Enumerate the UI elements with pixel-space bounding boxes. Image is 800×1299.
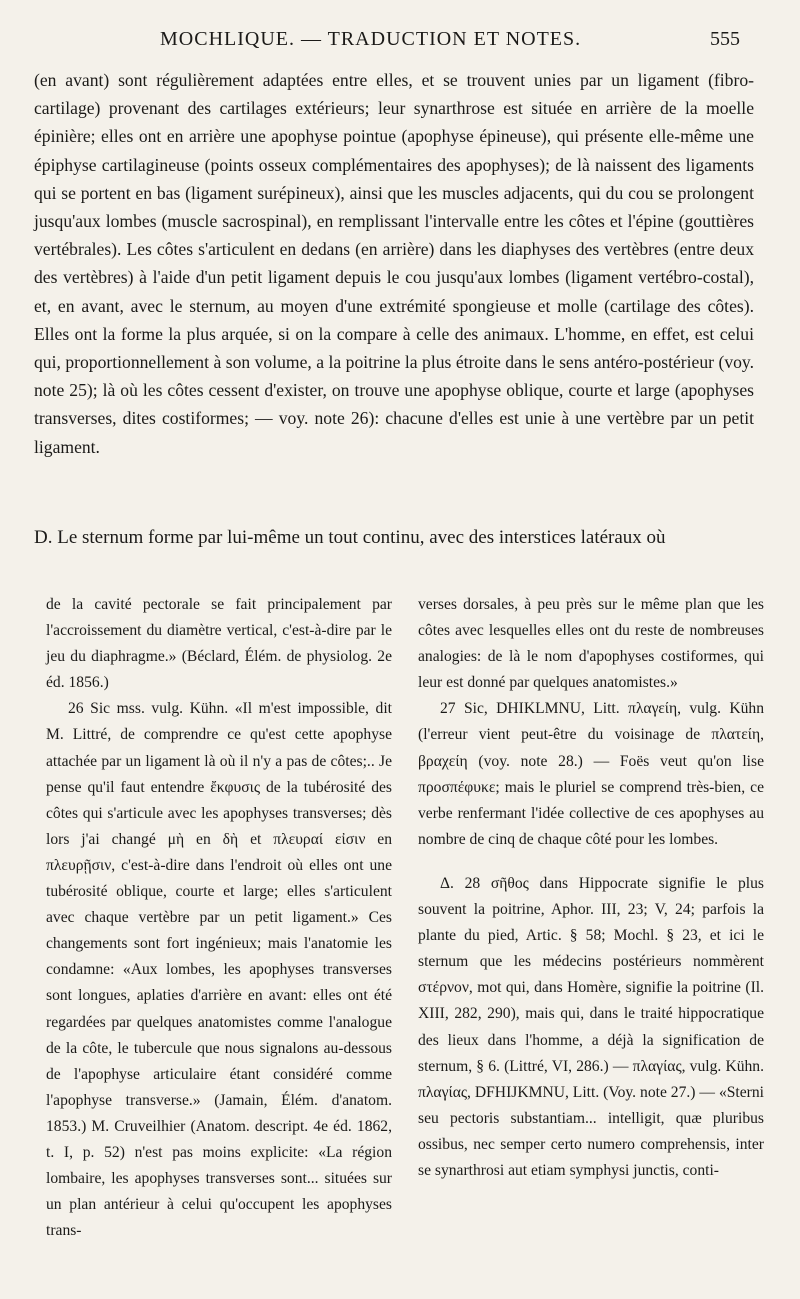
section-d	[34, 524, 754, 552]
right-notes-column	[418, 592, 764, 1184]
left-note-continuation: de la cavité pectorale se fait principalement par l'accroissement du diamètre vertical, c'est-à-dire par le jeu du diaphragme.» (Béclard, Élém. de physiolog. 2e éd. 1856.)	[46, 596, 392, 692]
note-28: Δ. 28 σῆθος dans Hippocrate signifie le plus souvent la poitrine, Aphor. III, 23; V, 24; parfois la plante du pied, Artic. § 58; Mochl. § 23, et ici le sternum que les médecins postérieurs nommèrent στέρνον, mot qui, dans Homère, signifie la poitrine (Il. XIII, 282, 290), mais qui, dans le traité hippocratique des lieux dans l'homme, a déjà la signification de sternum, § 6. (Littré, VI, 286.) — πλαγίας, vulg. Kühn. πλαγίας, DFHIJKMNU, Litt. (Voy. note 27.) — «Sterni seu pectoris substantiam... intelligit, quæ pluribus ossibus, nec semper certo numero comprehensis, inter se synarthrosi aut etiam symphysi junctis, conti-	[418, 874, 764, 1179]
right-note-continuation: verses dorsales, à peu près sur le même plan que les côtes avec lesquelles elles ont du reste de nombreuses analogies: de là le nom d'apophyses costiformes, qui leur est donné par quelques anatomistes.»	[418, 596, 764, 692]
section-d-text: D. Le sternum forme par lui-même un tout continu, avec des interstices latéraux où	[34, 527, 666, 548]
running-title: MOCHLIQUE. — TRADUCTION ET NOTES.	[160, 28, 582, 50]
left-notes-column	[46, 592, 392, 1244]
running-header	[40, 28, 740, 58]
main-paragraph: (en avant) sont régulièrement adaptées entre elles, et se trouvent unies par un ligament (fibro-cartilage) provenant des cartilages extérieurs; leur synarthrose est située en arrière de la moelle épinière; elles ont en arrière une apophyse pointue (apophyse épineuse), qui présente elle-même une épiphyse cartilagineuse (points osseux complémentaires des apophyses); de là naissent des ligaments qui se portent en bas (ligament surépineux), ainsi que les muscles adjacents, qui du cou se prolongent jusqu'aux lombes (muscle sacrospinal), en remplissant l'intervalle entre les côtes et l'épine (gouttières vertébrales). Les côtes s'articulent en dedans (en arrière) dans les diaphyses des vertèbres (entre deux des vertèbres) à l'aide d'un petit ligament depuis le cou jusqu'aux lombes (ligament vertébro-costal), et, en avant, avec le sternum, au moyen d'une extrémité spongieuse et molle (cartilage des côtes). Elles ont la forme la plus arquée, si on la compare à celle des animaux. L'homme, en effet, est celui qui, proportionnellement à son volume, a la poitrine la plus étroite dans le sens antéro-postérieur (voy. note 25); là où les côtes cessent d'exister, on trouve une apophyse oblique, courte et large (apophyses transverses, dites costiformes; — voy. note 26): chacune d'elles est unie à une vertèbre par un petit ligament.	[34, 70, 754, 457]
page-number: 555	[710, 28, 740, 50]
note-27: 27 Sic, DHIKLMNU, Litt. πλαγείη, vulg. Kühn (l'erreur vient peut-être du voisinage de πλατείη, βραχείη (voy. note 28.) — Foës veut qu'on lise προσπέφυκε; mais le pluriel se comprend très-bien, ce verbe renfermant l'idée collective de ces apophyses au nombre de cinq de chaque côté pour les lombes.	[418, 700, 764, 848]
main-text-block	[34, 66, 754, 461]
note-26: 26 Sic mss. vulg. Kühn. «Il m'est impossible, dit M. Littré, de comprendre ce qu'est cette apophyse attachée par un ligament là où il n'y a pas de côtes;.. Je pense qu'il faut entendre ἔκφυσις de la tubérosité des côtes qui s'articule avec les apophyses transverses; dès lors j'ai changé μὴ en δὴ et πλευραί εἰσιν en πλευρῇσιν, c'est-à-dire dans l'endroit où elles ont une tubérosité oblique, courte et large; elles s'articulent avec chaque vertèbre par un petit ligament.» Ces changements sont fort ingénieux; mais l'anatomie les condamne: «Aux lombes, les apophyses transverses sont longues, aplaties d'arrière en avant: elles ont été regardées par quelques anatomistes comme l'analogue de la côte, le tubercule que nous signalons au-dessous de l'apophyse articulaire étant considéré comme l'apophyse transverse.» (Jamain, Élém. d'anatom. 1853.) M. Cruveilhier (Anatom. descript. 4e éd. 1862, t. I, p. 52) n'est pas moins explicite: «La région lombaire, les apophyses transverses sont... situées sur un plan antérieur à celui qu'occupent les apophyses trans-	[46, 700, 392, 1240]
